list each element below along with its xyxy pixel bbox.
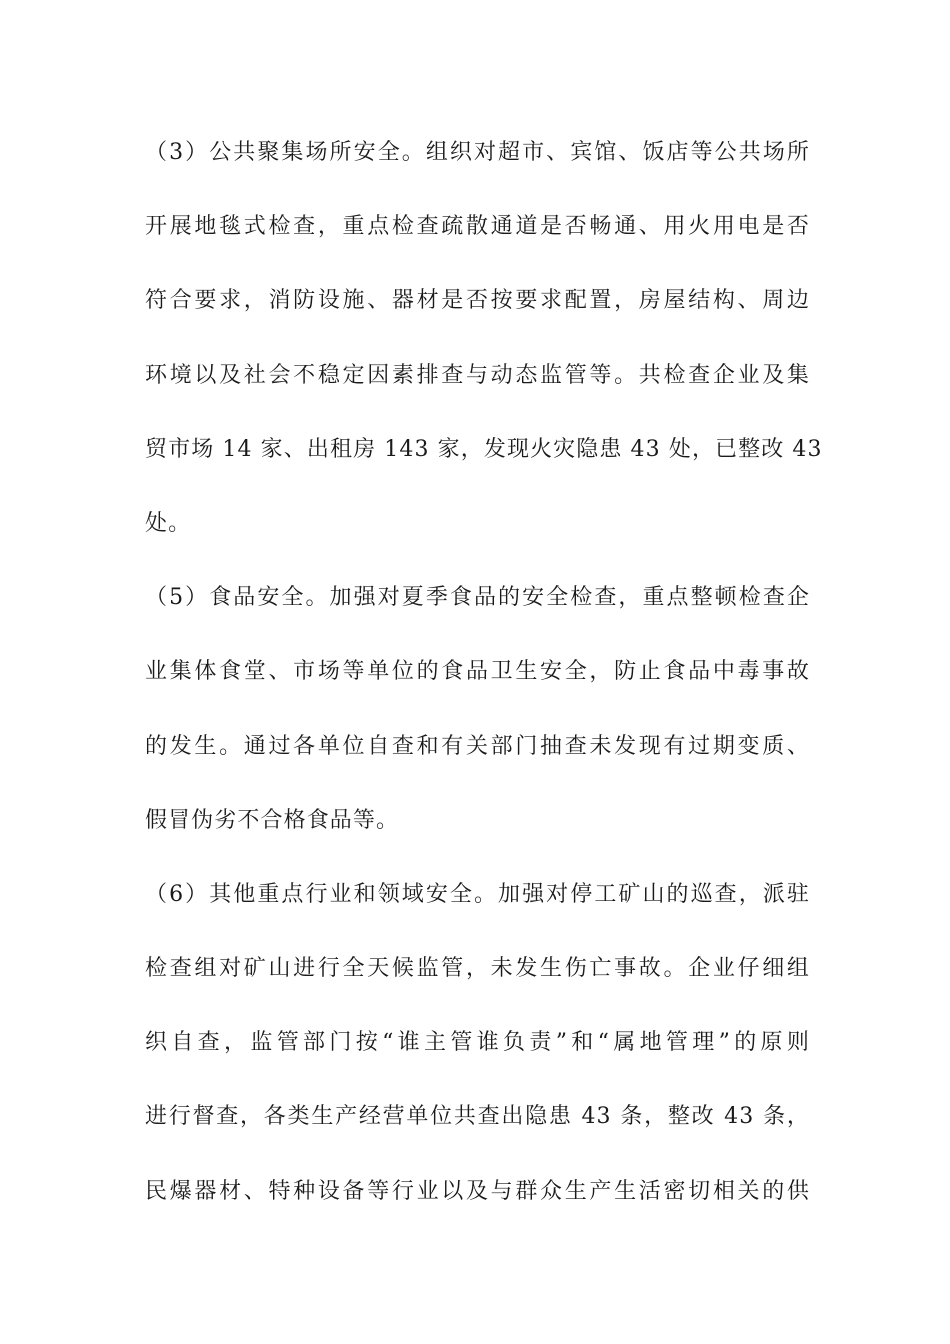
text-line-para6-1: （6）其他重点行业和领域安全。加强对停工矿山的巡查，派驻 bbox=[145, 881, 810, 907]
text-line-para3-2: 开展地毯式检查，重点检查疏散通道是否畅通、用火用电是否 bbox=[145, 214, 810, 240]
text-line-para5-1: （5）食品安全。加强对夏季食品的安全检查，重点整顿检查企 bbox=[145, 585, 810, 611]
text-line-para6-4: 进行督查，各类生产经营单位共查出隐患 43 条，整改 43 条， bbox=[145, 1104, 810, 1130]
text-line-para6-2: 检查组对矿山进行全天候监管，未发生伤亡事故。企业仔细组 bbox=[145, 956, 810, 982]
text-line-para6-5: 民爆器材、特种设备等行业以及与群众生产生活密切相关的供 bbox=[145, 1178, 810, 1204]
text-line-para3-6: 处。 bbox=[145, 510, 192, 536]
text-line-para6-3: 织自查，监管部门按“谁主管谁负责”和“属地管理”的原则 bbox=[145, 1030, 810, 1056]
text-line-para5-2: 业集体食堂、市场等单位的食品卫生安全，防止食品中毒事故 bbox=[145, 659, 810, 685]
text-line-para5-3: 的发生。通过各单位自查和有关部门抽查未发现有过期变质、 bbox=[145, 733, 810, 759]
text-line-para3-1: （3）公共聚集场所安全。组织对超市、宾馆、饭店等公共场所 bbox=[145, 140, 810, 165]
text-line-para3-4: 环境以及社会不稳定因素排查与动态监管等。共检查企业及集 bbox=[145, 362, 810, 388]
text-line-para3-3: 符合要求，消防设施、器材是否按要求配置，房屋结构、周边 bbox=[145, 288, 810, 314]
text-line-para5-4: 假冒伪劣不合格食品等。 bbox=[145, 807, 400, 833]
text-line-para3-5: 贸市场 14 家、出租房 143 家，发现火灾隐患 43 处，已整改 43 bbox=[145, 436, 823, 462]
document-body bbox=[145, 131, 823, 1244]
